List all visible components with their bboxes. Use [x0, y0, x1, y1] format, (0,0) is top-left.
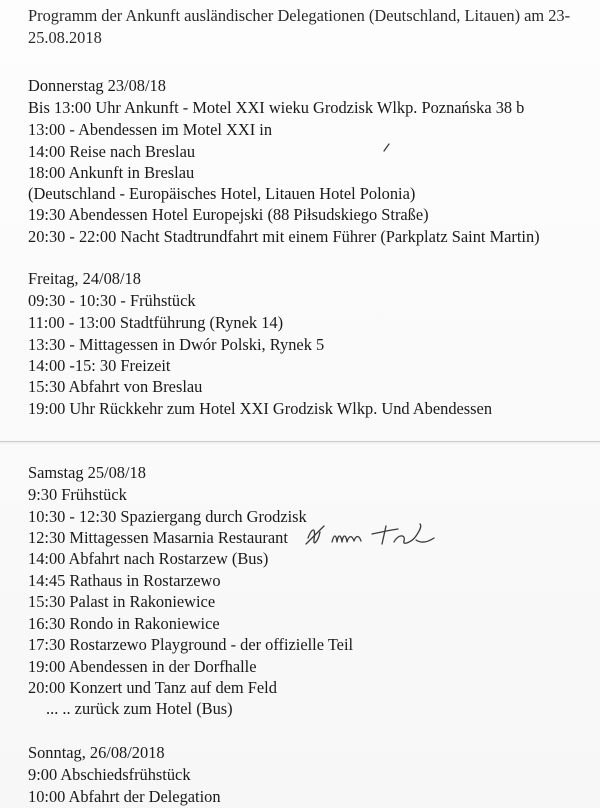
schedule-line: Bis 13:00 Uhr Ankunft - Motel XXI wieku Grodzisk Wlkp. Poznańska 38 b: [28, 98, 525, 117]
schedule-line: 14:00 Abfahrt nach Rostarzew (Bus): [28, 549, 269, 568]
schedule-line: 13:00 - Abendessen im Motel XXI in: [28, 120, 273, 139]
schedule-line: 14:45 Rathaus in Rostarzewo: [28, 571, 221, 590]
schedule-line: 15:30 Palast in Rakoniewice: [28, 592, 216, 611]
schedule-line: 19:00 Abendessen in der Dorfhalle: [28, 657, 257, 676]
schedule-line: (Deutschland - Europäisches Hotel, Litauen Hotel Polonia): [28, 184, 416, 203]
schedule-line: 9:00 Abschiedsfrühstück: [28, 765, 191, 784]
document-title: Programm der Ankunft ausländischer Delegationen (Deutschland, Litauen) am 23-25.08.2018: [28, 6, 571, 47]
saturday-heading: Samstag 25/08/18: [28, 463, 146, 482]
thursday-heading: Donnerstag 23/08/18: [28, 76, 166, 95]
sunday-heading: Sonntag, 26/08/2018: [28, 743, 165, 762]
handwritten-annotation: [302, 520, 442, 552]
schedule-line: 19:30 Abendessen Hotel Europejski (88 Piłsudskiego Straße): [28, 205, 429, 224]
schedule-line: ... .. zurück zum Hotel (Bus): [46, 699, 233, 718]
schedule-line: 09:30 - 10:30 - Frühstück: [28, 291, 196, 310]
schedule-line: 13:30 - Mittagessen in Dwór Polski, Rynek 5: [28, 335, 325, 354]
schedule-line: 10:30 - 12:30 Spaziergang durch Grodzisk: [28, 507, 307, 526]
schedule-line: 16:30 Rondo in Rakoniewice: [28, 614, 220, 633]
schedule-line: 9:30 Frühstück: [28, 485, 127, 504]
schedule-line: 17:30 Rostarzewo Playground - der offizielle Teil: [28, 635, 354, 654]
schedule-line: 19:00 Uhr Rückkehr zum Hotel XXI Grodzisk Wlkp. Und Abendessen: [28, 399, 493, 418]
schedule-line: 14:00 -15: 30 Freizeit: [28, 356, 171, 375]
schedule-line: 18:00 Ankunft in Breslau: [28, 163, 195, 182]
schedule-line: 14:00 Reise nach Breslau: [28, 142, 196, 161]
schedule-line: 10:00 Abfahrt der Delegation: [28, 787, 221, 806]
schedule-line: 20:30 - 22:00 Nacht Stadtrundfahrt mit einem Führer (Parkplatz Saint Martin): [28, 227, 540, 246]
schedule-line: 20:00 Konzert und Tanz auf dem Feld: [28, 678, 277, 697]
page-fold: [0, 441, 600, 442]
schedule-line: 12:30 Mittagessen Masarnia Restaurant: [28, 528, 288, 547]
schedule-line: 11:00 - 13:00 Stadtführung (Rynek 14): [28, 313, 284, 332]
pen-mark: [380, 140, 394, 154]
schedule-line: 15:30 Abfahrt von Breslau: [28, 377, 203, 396]
friday-heading: Freitag, 24/08/18: [28, 269, 141, 288]
